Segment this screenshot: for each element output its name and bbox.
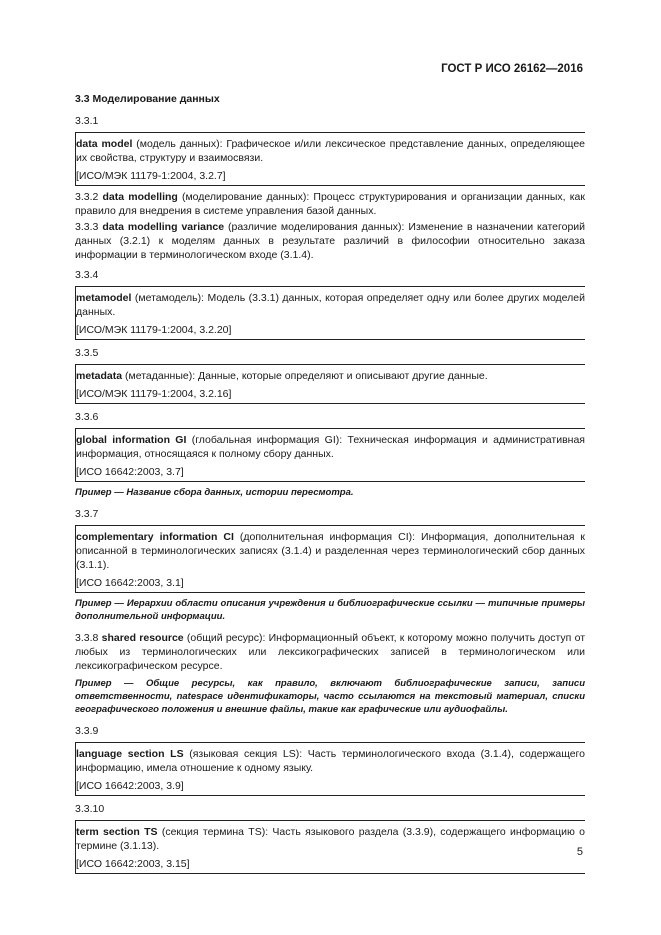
definition: (моделирование данных): Процесс структурирования и организации данных, как правило для внедрения в системе управления базой данных. bbox=[75, 191, 585, 217]
entry-number: 3.3.10 bbox=[75, 803, 105, 815]
source-ref: [ИСО/МЭК 11179-1:2004, 3.2.7] bbox=[76, 170, 226, 182]
document-header: ГОСТ Р ИСО 26162—2016 bbox=[441, 63, 583, 75]
definition-box bbox=[75, 132, 585, 186]
definition-text bbox=[76, 291, 585, 319]
entry-number: 3.3.7 bbox=[75, 508, 99, 520]
term: complementary information CI bbox=[76, 531, 234, 543]
definition-text bbox=[76, 530, 585, 572]
definition: (дополнительная информация CI): Информация, дополнительная к описанной в терминологических записях (3.1.4) и разделенная через терминологический сбор данных (3.1.1). bbox=[76, 531, 585, 571]
section-title: 3.3 Моделирование данных bbox=[75, 93, 220, 105]
definition: (различие моделирования данных): Изменение в назначении категорий данных (3.2.1) к моделям данных в результате различий в философии относительно заказа информации в терминологическом входе (3.1.4). bbox=[75, 221, 586, 261]
definition: (секция термина TS): Часть языкового раздела (3.3.9), содержащего информацию о термине (3.1.13). bbox=[76, 826, 585, 852]
definition: (глобальная информация GI): Техническая информация и административная информация, относящаяся к полному сбору данных. bbox=[76, 434, 585, 460]
definition-text bbox=[76, 825, 585, 853]
definition-text bbox=[76, 433, 585, 461]
definition-text bbox=[76, 137, 585, 165]
definition-box bbox=[75, 820, 585, 874]
entry-number: 3.3.8 bbox=[75, 632, 99, 644]
definition: (общий ресурс): Информационный объект, к которому можно получить доступ от любых из терминологических или лексикографических записей в терминологическом или лексикографическом ресурсе. bbox=[75, 632, 586, 672]
definition-paragraph bbox=[75, 220, 585, 262]
entry-number: 3.3.5 bbox=[75, 347, 99, 359]
definition-box bbox=[75, 428, 585, 482]
term: metamodel bbox=[76, 292, 132, 304]
page-number: 5 bbox=[576, 846, 583, 858]
example-note: Пример — Общие ресурсы, как правило, включают библиографические записи, записи ответственности, natespace идентификаторы, часто ссылаются на текстовый материал, списки географического положения и внешние файлы, такие как графические или аудиофайлы. bbox=[75, 678, 585, 715]
definition: (метаданные): Данные, которые определяют и описывают другие данные. bbox=[122, 370, 488, 382]
definition-box bbox=[75, 525, 585, 593]
example-note: Пример — Название сбора данных, истории пересмотра. bbox=[75, 487, 354, 498]
entry-number: 3.3.4 bbox=[75, 269, 99, 281]
definition-paragraph bbox=[75, 631, 585, 673]
term: language section LS bbox=[76, 748, 184, 760]
source-ref: [ИСО/МЭК 11179-1:2004, 3.2.20] bbox=[76, 324, 232, 336]
entry-number: 3.3.3 bbox=[75, 221, 99, 233]
definition-box bbox=[75, 364, 585, 404]
definition-paragraph bbox=[75, 190, 585, 218]
entry-number: 3.3.2 bbox=[75, 191, 99, 203]
source-ref: [ИСО/МЭК 11179-1:2004, 3.2.16] bbox=[76, 388, 232, 400]
term: term section TS bbox=[76, 826, 158, 838]
entry-number: 3.3.6 bbox=[75, 411, 99, 423]
source-ref: [ИСО 16642:2003, 3.15] bbox=[76, 858, 190, 870]
definition-text bbox=[76, 747, 585, 775]
term: data modelling bbox=[102, 191, 178, 203]
definition: (метамодель): Модель (3.3.1) данных, которая определяет одну или более других моделей данных. bbox=[76, 292, 585, 318]
source-ref: [ИСО 16642:2003, 3.7] bbox=[76, 466, 184, 478]
entry-number: 3.3.9 bbox=[75, 725, 99, 737]
source-ref: [ИСО 16642:2003, 3.9] bbox=[76, 780, 184, 792]
definition: (модель данных): Графическое и/или лексическое представление данных, определяющее их свойства, структуру и взаимосвязи. bbox=[76, 138, 585, 164]
term: shared resource bbox=[101, 632, 184, 644]
source-ref: [ИСО 16642:2003, 3.1] bbox=[76, 577, 184, 589]
entry-number: 3.3.1 bbox=[75, 115, 99, 127]
example-note: Пример — Иерархии области описания учреждения и библиографические ссылки — типичные примеры дополнительной информации. bbox=[75, 598, 585, 622]
definition-box bbox=[75, 742, 585, 796]
term: metadata bbox=[76, 370, 123, 382]
term: data modelling variance bbox=[102, 221, 225, 233]
definition-text bbox=[76, 369, 585, 383]
term: global information GI bbox=[76, 434, 187, 446]
document-body bbox=[75, 92, 585, 878]
term: data model bbox=[76, 138, 133, 150]
definition: (языковая секция LS): Часть терминологического входа (3.1.4), содержащего информацию, имела отношение к одному языку. bbox=[76, 748, 585, 774]
definition-box bbox=[75, 286, 585, 340]
